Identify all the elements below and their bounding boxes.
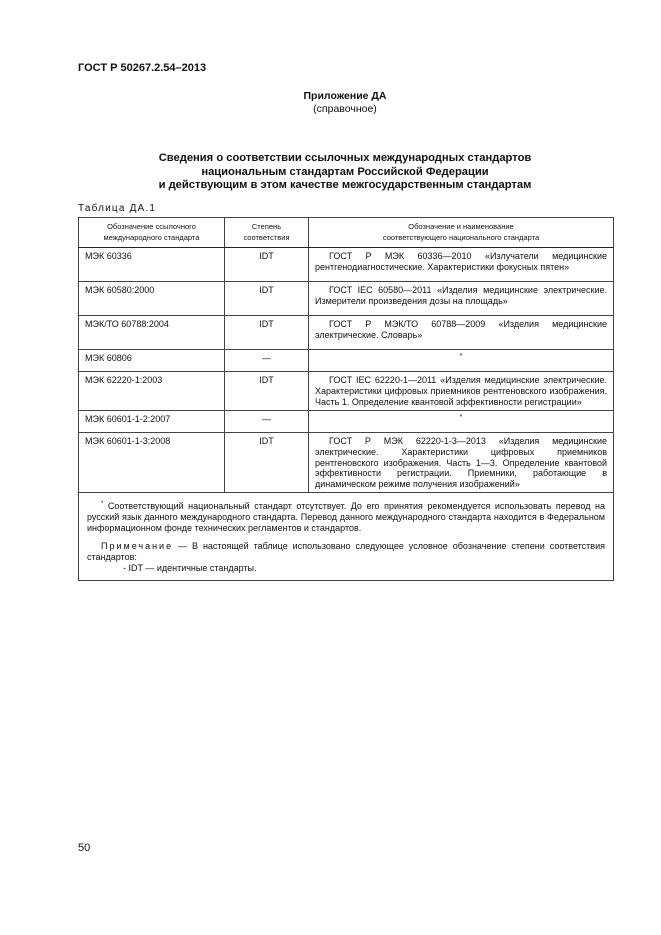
- degree-cell: IDT: [225, 432, 309, 493]
- annex-title: Приложение ДА: [303, 90, 387, 102]
- intl-standard-cell: МЭК 62220-1:2003: [79, 372, 225, 411]
- annex-status: (справочное): [313, 103, 377, 115]
- table-row: [79, 372, 614, 411]
- national-standard-cell: ГОСТ IEC 62220-1—2011 «Изделия медицинские электрические. Характеристики цифровых приемников рентгеновского изображения. Часть 1. Определение квантовой эффективности регистрации»: [309, 372, 614, 411]
- heading-line-1: Сведения о соответствии ссылочных международных стандартов: [158, 152, 532, 164]
- national-standard-cell: *: [309, 410, 614, 432]
- standard-code: ГОСТ Р 50267.2.54–2013: [78, 62, 207, 74]
- header-text: соответствующего национального стандарта: [382, 232, 540, 242]
- table-row: [79, 282, 614, 316]
- table-row: [79, 410, 614, 432]
- table-caption: Таблица ДА.1: [78, 203, 157, 214]
- national-standard-cell: *: [309, 350, 614, 372]
- national-standard-cell: ГОСТ Р МЭК/ТО 60788—2009 «Изделия медицинские электрические. Словарь»: [309, 316, 614, 350]
- table-row: [79, 316, 614, 350]
- table-row: [79, 350, 614, 372]
- intl-standard-cell: МЭК 60336: [79, 248, 225, 282]
- header-text: Обозначение ссылочного: [107, 222, 196, 231]
- national-standard-cell: ГОСТ IEC 60580—2011 «Изделия медицинские электрические. Измерители произведения дозы на площадь»: [309, 282, 614, 316]
- degree-cell: IDT: [225, 372, 309, 411]
- header-degree: [225, 218, 309, 248]
- header-national-standard: [309, 218, 614, 248]
- header-text: соответствия: [243, 232, 290, 242]
- intl-standard-cell: МЭК 60601-1-3:2008: [79, 432, 225, 493]
- section-heading: [78, 152, 612, 193]
- page-number: 50: [78, 842, 91, 854]
- footnote: [87, 499, 605, 534]
- degree-cell: —: [225, 410, 309, 432]
- note-text: — В настоящей таблице использовано следующее условное обозначение степени соответствия стандартов:: [87, 541, 605, 563]
- header-text: международного стандарта: [103, 232, 200, 242]
- table-notes: [79, 493, 614, 581]
- national-standard-cell: ГОСТ Р МЭК 60336—2010 «Излучатели медицинские рентгенодиагностические. Характеристики фокусных пятен»: [309, 248, 614, 282]
- intl-standard-cell: МЭК 60601-1-2:2007: [79, 410, 225, 432]
- annex-header: [78, 90, 612, 116]
- degree-cell: IDT: [225, 316, 309, 350]
- degree-cell: IDT: [225, 282, 309, 316]
- footnote-mark: *: [101, 501, 104, 508]
- table-row: [79, 248, 614, 282]
- note-label: Примечание: [101, 541, 174, 552]
- footnote-text: Соответствующий национальный стандарт отсутствует. До его принятия рекомендуется использовать перевод на русский язык данного международного стандарта. Перевод данного международного стандарта находится в Федеральном информационном фонде технических регламентов и стандартов.: [87, 501, 605, 534]
- intl-standard-cell: МЭК 60806: [79, 350, 225, 372]
- correspondence-table: [78, 217, 614, 581]
- table-notes-row: [79, 493, 614, 581]
- degree-cell: IDT: [225, 248, 309, 282]
- note: [87, 541, 605, 563]
- header-intl-standard: [79, 218, 225, 248]
- intl-standard-cell: МЭК 60580:2000: [79, 282, 225, 316]
- header-text: Степень: [251, 222, 282, 231]
- national-standard-cell: ГОСТ Р МЭК 62220-1-3—2013 «Изделия медицинские электрические. Характеристики цифровых приемников рентгеновского изображения. Часть 1—3. Определение квантовой эффективности регистрации. Приемники, работающие в динамическом режиме получения изображений»: [309, 432, 614, 493]
- heading-line-3: и действующим в этом качестве межгосударственным стандартам: [158, 179, 532, 191]
- intl-standard-cell: МЭК/ТО 60788:2004: [79, 316, 225, 350]
- degree-cell: —: [225, 350, 309, 372]
- note-item: - IDT — идентичные стандарты.: [123, 563, 257, 574]
- table-header-row: [79, 218, 614, 248]
- heading-line-2: национальным стандартам Российской Федерации: [201, 165, 489, 178]
- header-text: Обозначение и наименование: [408, 222, 514, 231]
- table-row: [79, 432, 614, 493]
